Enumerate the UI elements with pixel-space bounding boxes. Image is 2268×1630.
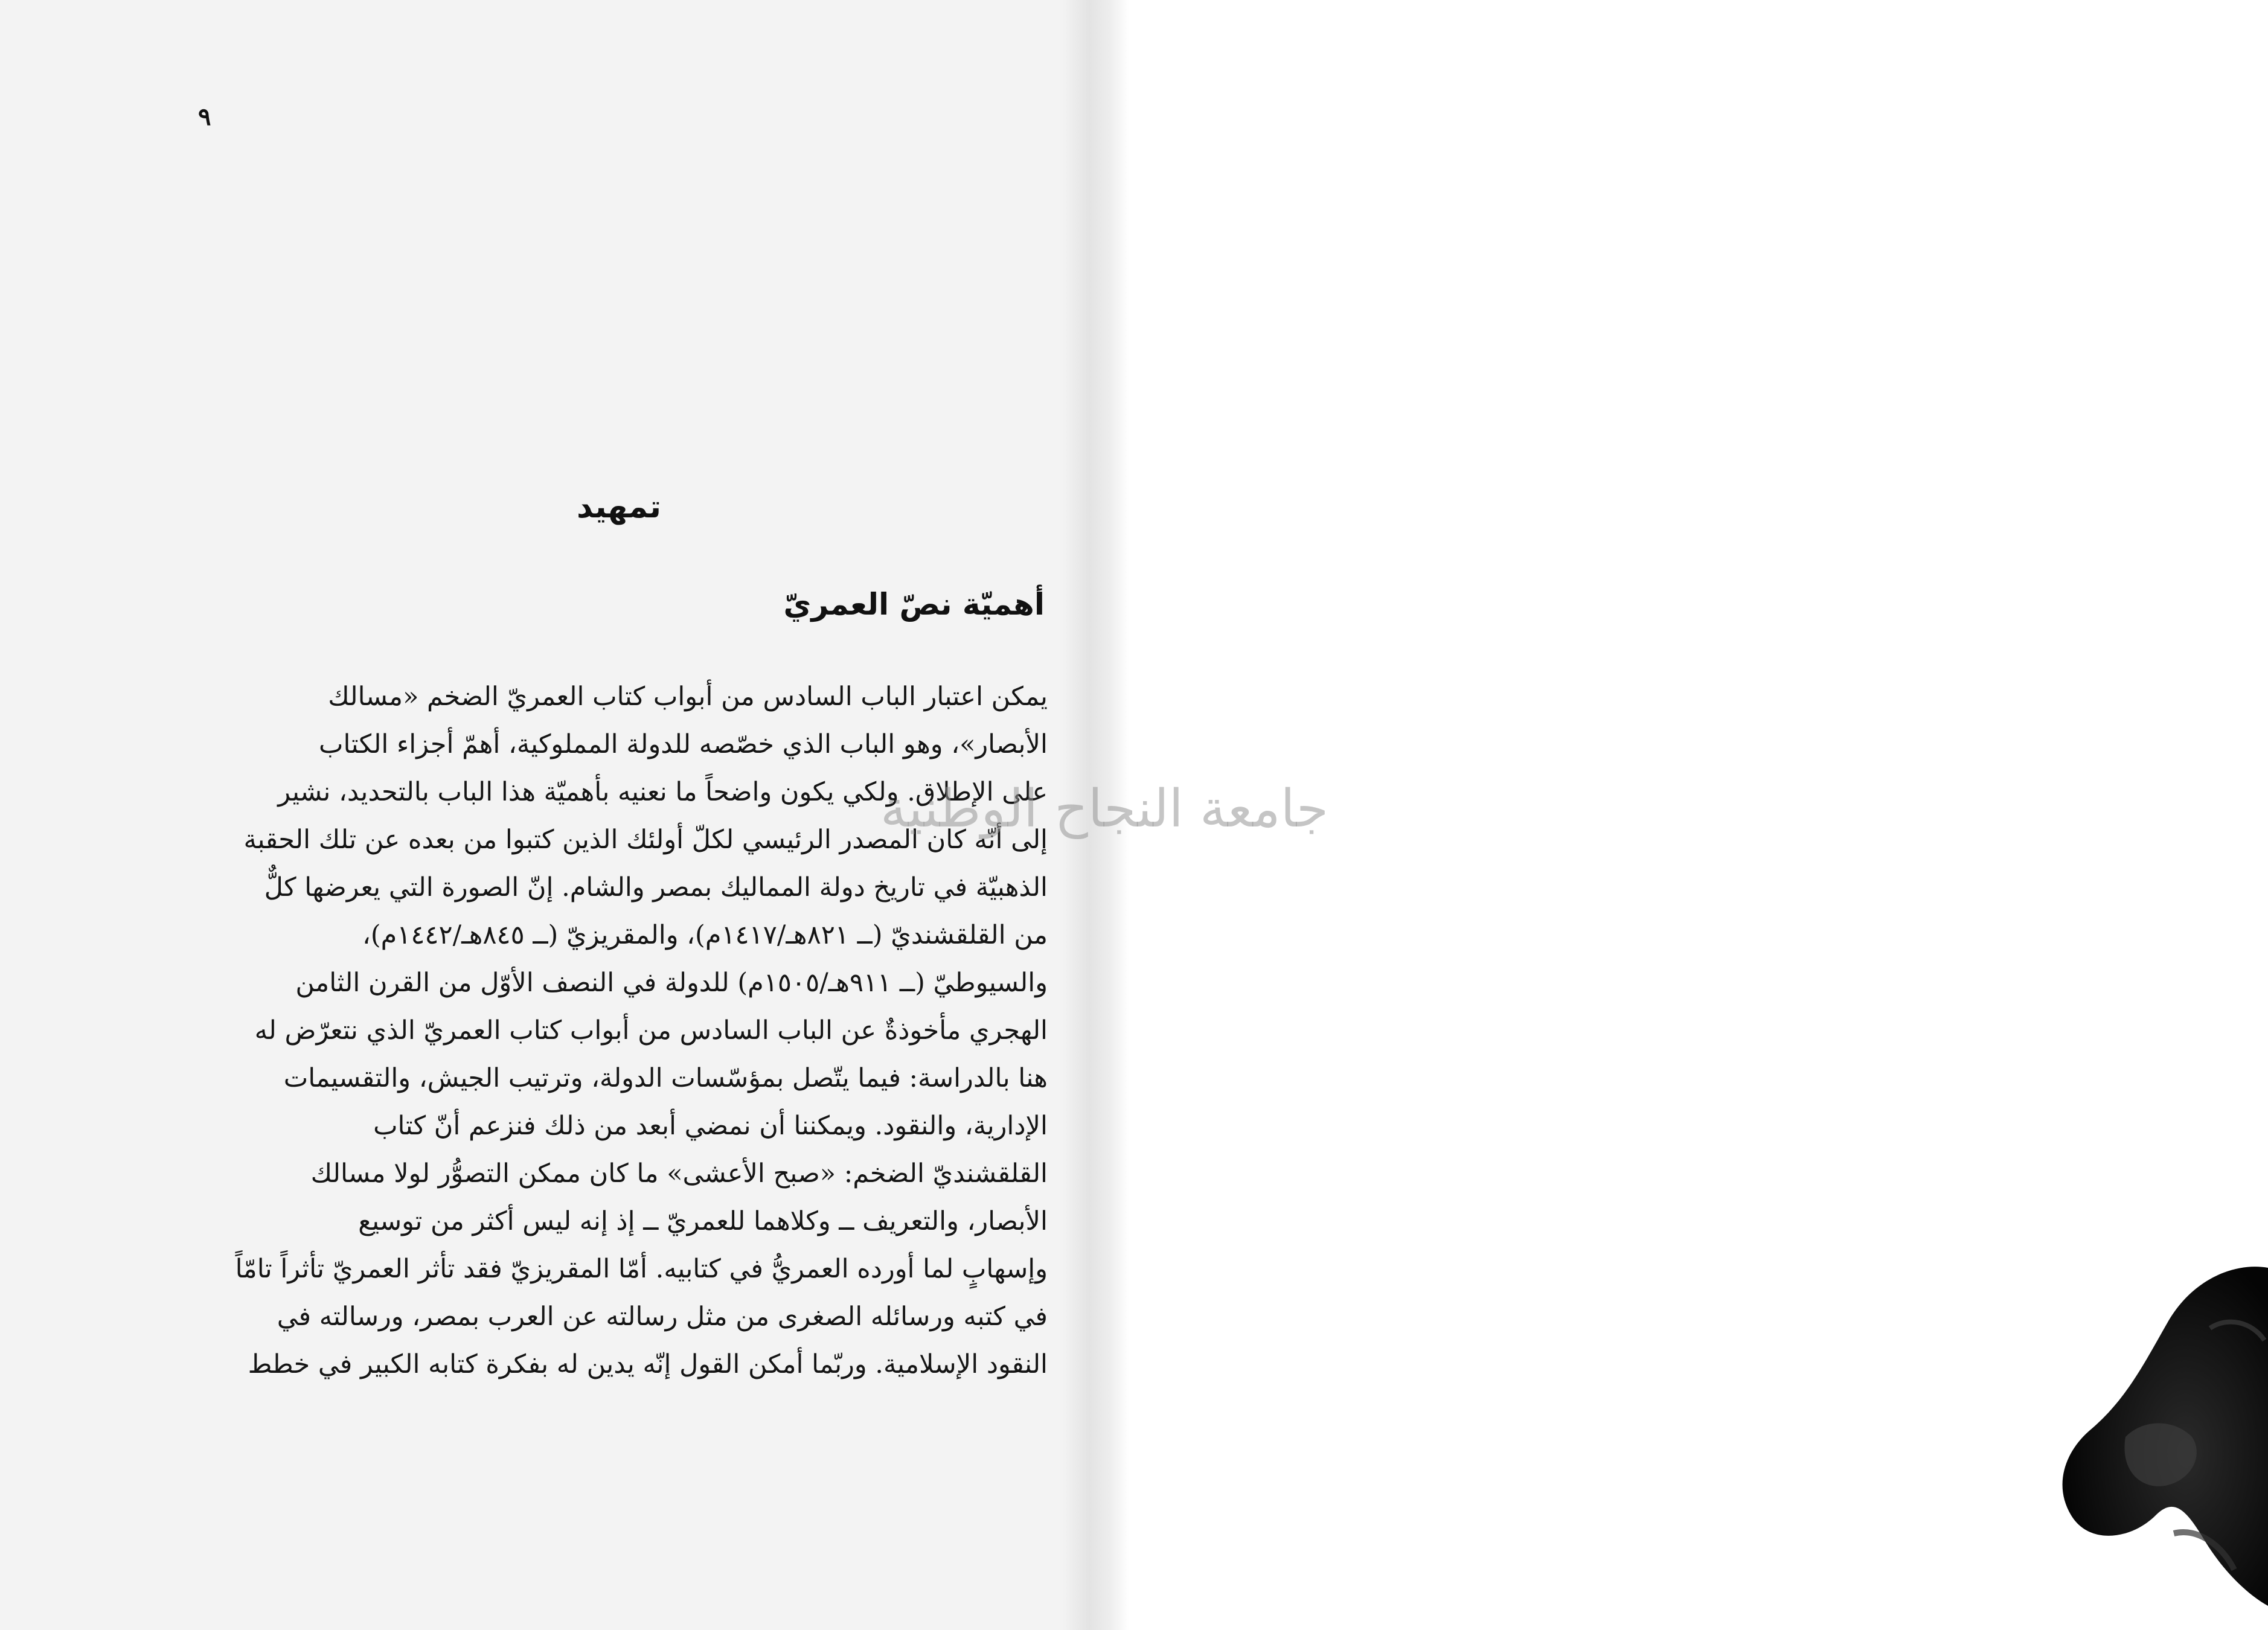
text-line: يمكن اعتبار الباب السادس من أبواب كتاب العمريّ الضخم «مسالك [328, 682, 1048, 712]
section-heading: أهميّة نصّ العمريّ [783, 587, 1045, 622]
text-line: على الإطلاق. ولكي يكون واضحاً ما نعنيه بأهميّة هذا الباب بالتحديد، نشير [278, 777, 1048, 807]
text-line: وإسهابٍ لما أورده العمريُّ في كتابيه. أمّا المقريزيّ فقد تأثر العمريّ تأثراً تامّاً [235, 1254, 1048, 1284]
text-line: إلى أنّه كان المصدر الرئيسي لكلّ أولئك الذين كتبوا من بعده عن تلك الحقبة [243, 825, 1048, 855]
university-watermark: جامعة النجاح الوطنية [880, 779, 1328, 839]
text-line: الأبصار»، وهو الباب الذي خصّصه للدولة المملوكية، أهمّ أجزاء الكتاب [319, 729, 1048, 759]
text-line: الإدارية، والنقود. ويمكننا أن نمضي أبعد من ذلك فنزعم أنّ كتاب [373, 1111, 1048, 1141]
text-line: الذهبيّة في تاريخ دولة المماليك بمصر والشام. إنّ الصورة التي يعرضها كلٌّ [264, 872, 1048, 903]
text-line: الهجري مأخوذةٌ عن الباب السادس من أبواب كتاب العمريّ الذي نتعرّض له [254, 1015, 1048, 1046]
text-line: هنا بالدراسة: فيما يتّصل بمؤسّسات الدولة، وترتيب الجيش، والتقسيمات [283, 1063, 1048, 1093]
text-line: النقود الإسلامية. وربّما أمكن القول إنّه يدين له بفكرة كتابه الكبير في خطط [248, 1349, 1048, 1379]
chapter-title: تمهيد [577, 489, 661, 525]
thumb-image [2053, 1256, 2268, 1630]
text-line: من القلقشنديّ (ــ ٨٢١هـ/١٤١٧م)، والمقريزيّ (ــ ٨٤٥هـ/١٤٤٢م)، [362, 920, 1048, 950]
text-line: الأبصار، والتعريف ــ وكلاهما للعمريّ ــ إذ إنه ليس أكثر من توسيع [358, 1206, 1048, 1236]
text-line: في كتبه ورسائله الصغرى من مثل رسالته عن العرب بمصر، ورسالته في [277, 1302, 1048, 1332]
page-number: ٩ [198, 103, 211, 131]
text-line: القلقشنديّ الضخم: «صبح الأعشى» ما كان ممكن التصوُّر لولا مسالك [310, 1159, 1048, 1189]
text-line: والسيوطيّ (ــ ٩١١هـ/١٥٠٥م) للدولة في النصف الأوّل من القرن الثامن [295, 968, 1048, 998]
